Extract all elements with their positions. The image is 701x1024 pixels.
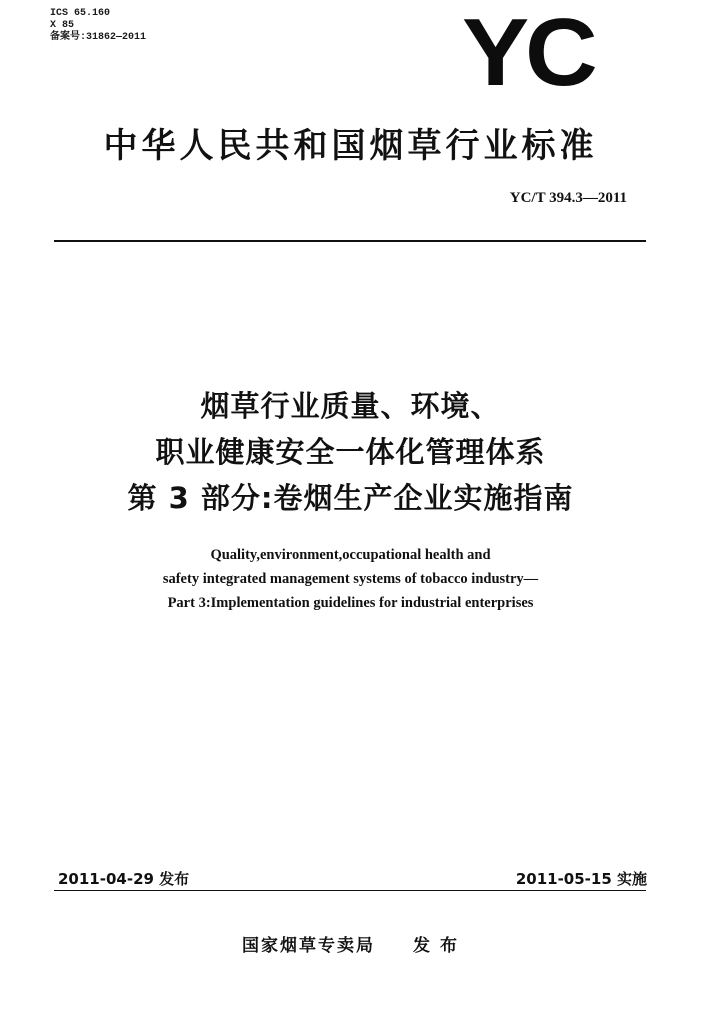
- footer-divider: [54, 890, 646, 891]
- publisher-line: [0, 931, 701, 956]
- document-title-cn: [0, 383, 701, 521]
- header-divider: [54, 240, 646, 242]
- title-en-line-1: Quality,environment,occupational health and: [210, 547, 491, 563]
- title-cn-line-3: 第 3 部分:卷烟生产企业实施指南: [127, 481, 574, 515]
- standard-category-title: 中华人民共和国烟草行业标准: [103, 126, 598, 166]
- document-title-en: [0, 543, 701, 615]
- publish-action: 发 布: [413, 936, 459, 956]
- standard-code: YC/T 394.3—2011: [509, 190, 627, 206]
- ics-code: ICS 65.160: [50, 8, 111, 19]
- publisher-name: 国家烟草专卖局: [242, 936, 376, 956]
- class-code: X 85: [50, 20, 75, 31]
- title-cn-line-1: 烟草行业质量、环境、: [200, 389, 501, 423]
- title-en-line-2: safety integrated management systems of tobacco industry—: [162, 571, 539, 587]
- title-cn-line-2: 职业健康安全一体化管理体系: [155, 435, 546, 469]
- issue-date: 2011-04-29 发布: [58, 870, 190, 888]
- yc-logo: YC: [462, 0, 594, 106]
- title-en-line-3: Part 3:Implementation guidelines for industrial enterprises: [167, 595, 534, 611]
- filing-number: 备案号:31862—2011: [50, 32, 147, 43]
- implementation-date: 2011-05-15 实施: [515, 870, 647, 888]
- classification-block: [50, 8, 146, 44]
